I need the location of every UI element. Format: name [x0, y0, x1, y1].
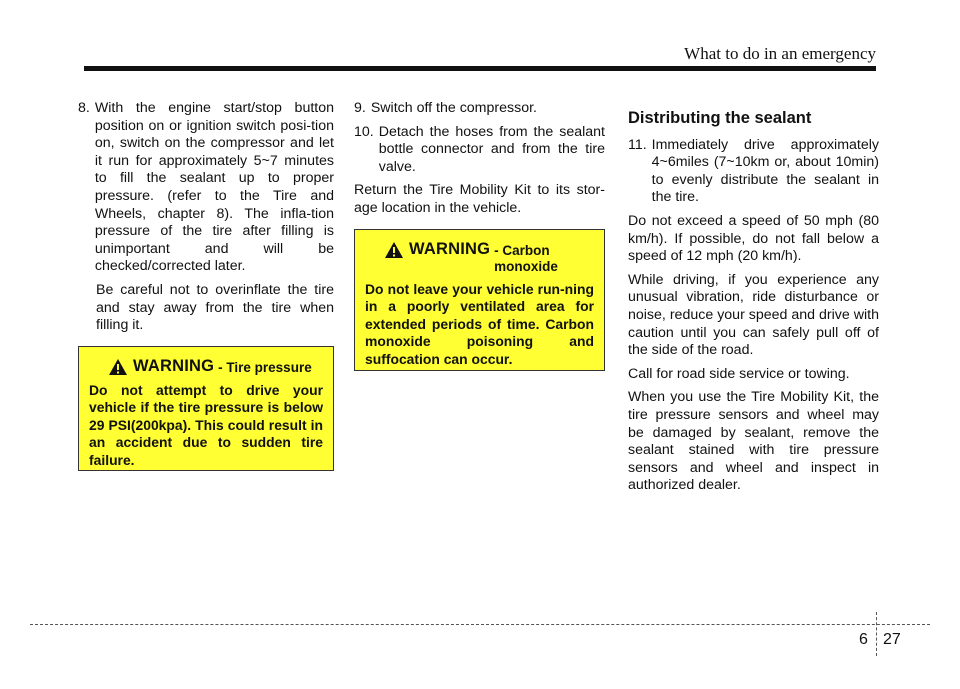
step-9: [354, 100, 605, 118]
page-number-divider: [876, 612, 877, 656]
overinflate-note: Be careful not to overinflate the tire and stay away from the tire when filling it.: [96, 281, 334, 334]
chapter-number: 6: [859, 631, 868, 648]
step-8-number: 8.: [78, 100, 90, 116]
step-8: [78, 100, 334, 276]
warning-label: WARNING: [409, 240, 491, 258]
warning-tire-header: [89, 357, 323, 376]
footer-rule: [30, 624, 930, 625]
warning-subtitle: - Carbon monoxide: [494, 243, 558, 274]
warning-tire-body: Do not attempt to drive your vehicle if the tire pressure is below 29 PSI(200kpa). This could result in an accident due to sudden tire failure.: [89, 382, 323, 468]
vibration-paragraph: While driving, if you experience any unusual vibration, ride disturbance or noise, reduce your speed and drive with caution until you can safely pull off of the side of the road.: [628, 271, 879, 359]
column-1: [78, 100, 334, 341]
step-8-text: With the engine start/stop button position on or ignition switch posi-tion on, switch on the compressor and let it run for approximately 5~7 minutes to fill the sealant up to proper pressure. (refer to the Tire and Wheels, chapter 8). The infla-tion pressure of the tire after filling is unimportant and will be checked/corrected later.: [94, 100, 334, 275]
warning-label: WARNING: [133, 357, 215, 375]
step-10-number: 10.: [354, 123, 374, 140]
step-11: [628, 137, 879, 207]
speed-paragraph: Do not exceed a speed of 50 mph (80 km/h). If possible, do not fall below a speed of 12 mph (20 km/h).: [628, 212, 879, 265]
warning-triangle-icon: [109, 359, 127, 375]
step-9-number: 9.: [354, 100, 366, 116]
service-paragraph: Call for road side service or towing.: [628, 365, 850, 382]
header-rule: [84, 66, 876, 71]
page-number: 27: [883, 631, 901, 648]
step-9-text: Switch off the compressor.: [370, 100, 537, 116]
step-11-text: Immediately drive approximately 4~6miles (7~10km or, about 10min) to evenly distribute the sealant in the tire.: [651, 136, 879, 206]
warning-subtitle: - Tire pressure: [218, 360, 312, 375]
step-11-number: 11.: [628, 136, 647, 153]
sensor-paragraph: When you use the Tire Mobility Kit, the tire pressure sensors and wheel may be damaged by sealant, remove the sealant stained with tire pressure sensors and wheel and inspect in authorized dealer.: [628, 389, 879, 494]
warning-carbon-monoxide: [354, 229, 605, 371]
step-10: [354, 124, 605, 177]
return-kit-text: Return the Tire Mobility Kit to its stor-age location in the vehicle.: [354, 182, 605, 216]
warning-co-header: [365, 240, 594, 275]
column-2: [354, 100, 605, 224]
warning-co-body: Do not leave your vehicle run-ning in a poorly ventilated area for extended periods of time. Carbon monoxide poisoning and suffocation can occur.: [365, 281, 594, 367]
section-heading: Distributing the sealant: [628, 109, 812, 127]
header-title: What to do in an emergency: [684, 44, 876, 63]
warning-triangle-icon: [385, 242, 403, 258]
column-3: [628, 110, 879, 501]
warning-tire-pressure: [78, 346, 334, 471]
step-10-text: Detach the hoses from the sealant bottle connector and from the tire valve.: [378, 123, 605, 175]
